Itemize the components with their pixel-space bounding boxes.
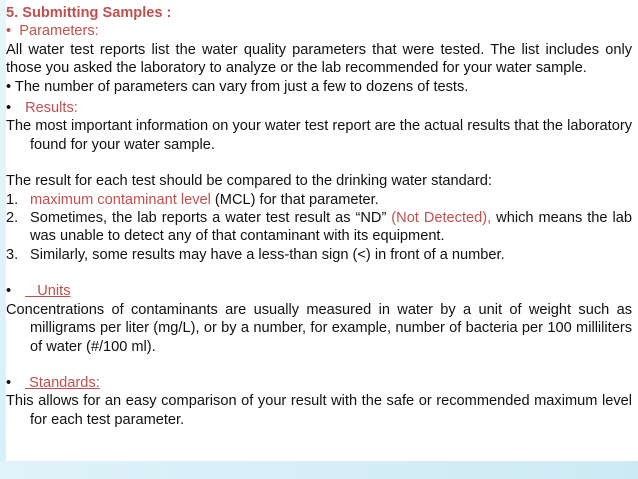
item-2-text-a: Sometimes, the lab reports a water test result as “ND” — [30, 210, 392, 227]
units-label — [6, 282, 632, 300]
bullet-mark: • — [6, 283, 12, 300]
units-body: Concentrations of contaminants are usually measured in water by a unit of weight such as milligrams per liter (mg/L), or by a number, for example, number of bacteria per 100 milliliters of water (#/100 ml). — [6, 301, 632, 355]
slide-content — [6, 4, 632, 429]
parameters-label — [6, 22, 632, 40]
spacer — [6, 154, 632, 172]
item-1-text: (MCL) for that parameter. — [210, 191, 379, 208]
standards-label-text: Standards: — [25, 374, 100, 391]
mcl-term: maximum contaminant level — [30, 191, 211, 208]
not-detected-term: (Not Detected), — [391, 210, 492, 227]
parameters-body: All water test reports list the water quality parameters that were tested. The list includes only those you asked the laboratory to analyze or the lab recommended for your water sample. — [6, 41, 632, 77]
results-compare: The result for each test should be compared to the drinking water standard: — [6, 173, 492, 190]
results-label-text: Results: — [25, 100, 78, 117]
results-item-1 — [6, 191, 632, 209]
bullet-mark: • — [6, 100, 12, 117]
item-number: 3. — [6, 246, 19, 263]
results-item-3 — [6, 246, 632, 264]
slide-bottom-border — [0, 461, 638, 479]
section-heading: 5. Submitting Samples : — [6, 5, 172, 21]
item-3-text: Similarly, some results may have a less-than sign (<) in front of a number. — [30, 246, 505, 263]
results-label — [6, 99, 632, 117]
parameters-bullet: • The number of parameters can vary from just a few to dozens of tests. — [6, 78, 469, 95]
item-2-text-b: which means the lab was unable to detect any of that contaminant with its equipment. — [30, 210, 632, 245]
spacer — [6, 264, 632, 282]
standards-label — [6, 374, 632, 392]
item-number: 1. — [6, 191, 19, 208]
bullet-mark: • — [6, 374, 12, 391]
item-number: 2. — [6, 210, 19, 227]
standards-body: This allows for an easy comparison of your result with the safe or recommended maximum level for each test parameter. — [6, 393, 632, 428]
results-item-2 — [6, 209, 632, 246]
spacer — [6, 356, 632, 374]
results-body: The most important information on your water test report are the actual results that the laboratory found for your water sample. — [6, 118, 632, 153]
units-label-text: Units — [25, 283, 71, 300]
parameters-label-text: • Parameters: — [6, 23, 99, 40]
